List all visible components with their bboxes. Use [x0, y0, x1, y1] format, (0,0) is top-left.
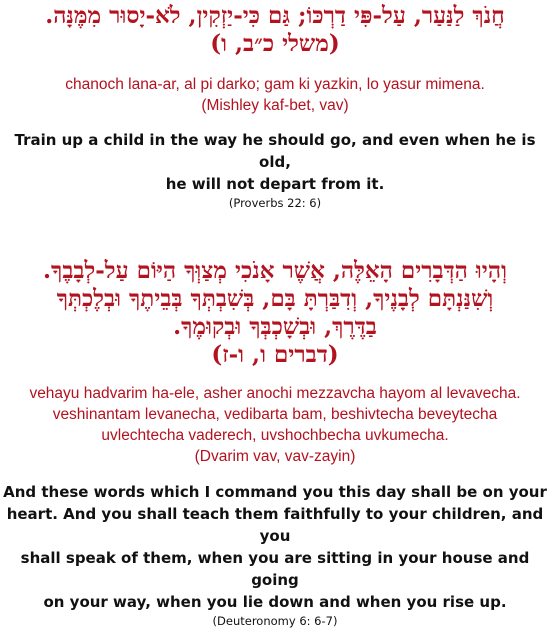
verse-deuteronomy — [0, 257, 550, 629]
hebrew-line: חֲנֹךְ לַנַּעַר, עַל-פִּי דַרְכּוֹ; גַּם כִּי-יַזְקִין, לֹא-יָסוּר מִמֶּנָּה. — [45, 2, 505, 29]
english-line: on your way, when you lie down and when you rise up. — [43, 593, 507, 611]
english-translation — [0, 129, 550, 195]
translit-source: (Dvarim vav, vav-zayin) — [194, 448, 356, 465]
translit-line: veshinantam levanecha, vedibarta bam, beshivtecha beveytecha — [52, 406, 498, 423]
english-translation — [0, 481, 550, 613]
transliteration — [0, 383, 550, 467]
hebrew-text — [4, 257, 546, 369]
english-line: heart. And you shall teach them faithfully to your children, and you — [6, 505, 544, 545]
translit-source: (Mishley kaf-bet, vav) — [201, 97, 349, 114]
hebrew-source: (דברים ו, ו-ז) — [211, 341, 339, 368]
english-line: shall speak of them, when you are sitting in your house and going — [20, 549, 530, 589]
hebrew-source: (משלי כ״ב, ו) — [210, 30, 340, 57]
hebrew-line: וְהָיוּ הַדְּבָרִים הָאֵלֶּה, אֲשֶׁר אָנֹכִי מְצַוְּךָ הַיּוֹם עַל-לְבָבֶךָ. — [43, 257, 507, 284]
english-line: Train up a child in the way he should go, and even when he is old, — [14, 131, 536, 171]
translit-line: vehayu hadvarim ha-ele, asher anochi mezzavcha hayom al levavecha. — [29, 385, 521, 402]
translit-line: chanoch lana-ar, al pi darko; gam ki yazkin, lo yasur mimena. — [65, 76, 485, 93]
verse-proverbs — [0, 2, 550, 211]
translit-line: uvlechtecha vaderech, uvshochbecha uvkumecha. — [101, 427, 449, 444]
english-line: And these words which I command you this day shall be on your — [3, 483, 547, 501]
english-citation: (Deuteronomy 6: 6-7) — [212, 614, 338, 628]
english-citation: (Proverbs 22: 6) — [228, 196, 322, 210]
hebrew-text — [4, 2, 546, 58]
english-line: he will not depart from it. — [165, 175, 385, 193]
hebrew-line: וְשִׁנַּנְתָּם לְבָנֶיךָ, וְדִבַּרְתָּ בָּם, בְּשִׁבְתְּךָ בְּבֵיתֶךָ וּבְלֶכְתְּךָ — [56, 285, 494, 312]
transliteration — [0, 74, 550, 116]
hebrew-line: בַדֶּרֶךְ, וּבְשָׁכְבְּךָ וּבְקוּמֶךָ. — [173, 313, 377, 340]
